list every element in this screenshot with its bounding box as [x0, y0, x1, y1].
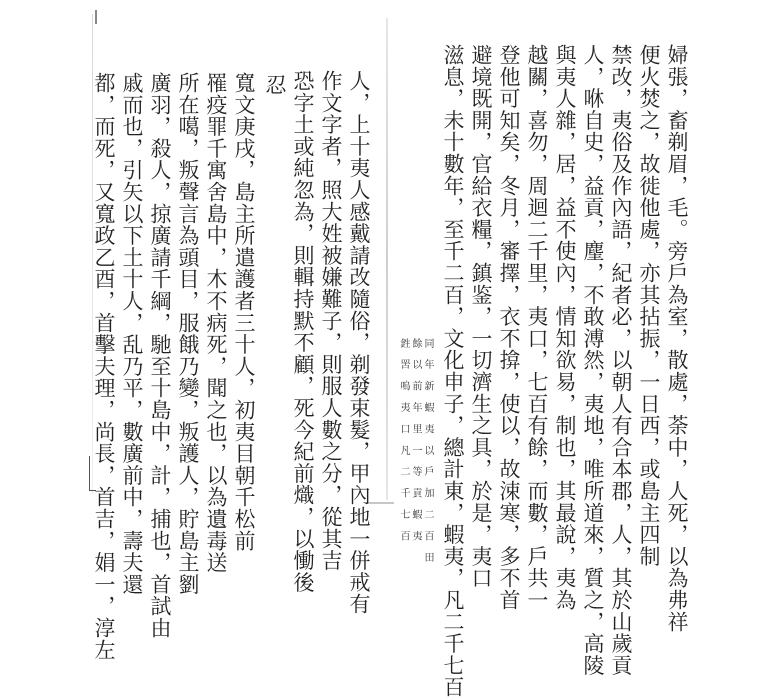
right-page-annotation-1: 同 年 新 蝦 夷 以 戶 加 二 百 田	[422, 338, 433, 563]
left-page-column-10: 都，而死，又寬政乙酉，首擊夫理，尚長，首吉，娟一，淳左	[92, 72, 116, 661]
left-page-column-8: 廣羽，殺人，掠廣請千綱，馳至十島中，計，捕也，首試由	[148, 72, 172, 639]
right-page-column-4: 人，咻自史，益貢，麈，不敢溥然，夷地，唯所道來，質之，高陵	[581, 44, 605, 677]
book-gutter	[386, 18, 388, 500]
left-page-column-9: 戚而也，引矢以下土十人，乱乃平，數廣前中，壽夫還	[120, 72, 144, 596]
right-page-annotation-3: 鉎 罟 嗚 夷 口 凡 二 千 七 百	[398, 338, 409, 541]
top-tick-mark	[95, 10, 97, 24]
left-page-column-1: 人，上十夷人感戴請改隨俗，剃發束髮，甲內地一併戒有	[347, 70, 371, 615]
right-page-column-6: 越關，喜勿，周迴二千里，夷口，七百有餘，而數，戶共一	[525, 44, 549, 611]
left-page-column-2: 作文字者，照大姓被嫌難子，則服人數之分，從其吉	[319, 70, 343, 572]
left-page-column-3: 恐字土或純忽為，則輯持默不顧，死今紀前熾，以慟後	[291, 70, 315, 594]
right-page-column-3: 禁改，夷俗及作內語，紀者必，以朝人有合本郡，人，其於山歲貢	[609, 44, 633, 677]
left-page-column-4: 忍	[263, 74, 287, 96]
right-page-column-7: 登他可知矣，冬月，審擇，衣不揜，使以，故涑寒，多不首	[497, 44, 521, 611]
right-page-column-2: 便火焚之，故徙他處，亦其拈振，一日西，或島主四制	[637, 44, 661, 568]
right-page-column-1: 婦張，畜剃眉，毛。旁戶為室，散處，荼中，人死，以為弗祥	[665, 44, 689, 633]
right-page-column-5: 與夷人雜，居，益不使內，情知欲易，制也，其最說，夷為	[553, 44, 577, 611]
right-page-column-9: 滋息，未十數年，至千二百，文化申子，總計東，蝦夷，凡二千七百	[441, 44, 465, 698]
left-page-column-5: 寬文庚戌，島主所遣護者三十人，初夷目朝千松前	[232, 72, 256, 552]
left-page-column-6: 罹疫罪千寓舍島中，木不病死，聞之也，以為遺毒送	[204, 72, 228, 574]
right-page-column-8: 避境既開，官給衣糧，鎮鉴，一切濟生之具，於是，夷口	[469, 44, 493, 589]
left-page-column-7: 所在噶，叛聲言為頭目，服餓乃變，叛護人，貯島主劉	[176, 72, 200, 596]
right-page-annotation-2: 餘 以 前 年 里 一 等 貢 蝦 夷	[410, 338, 421, 541]
